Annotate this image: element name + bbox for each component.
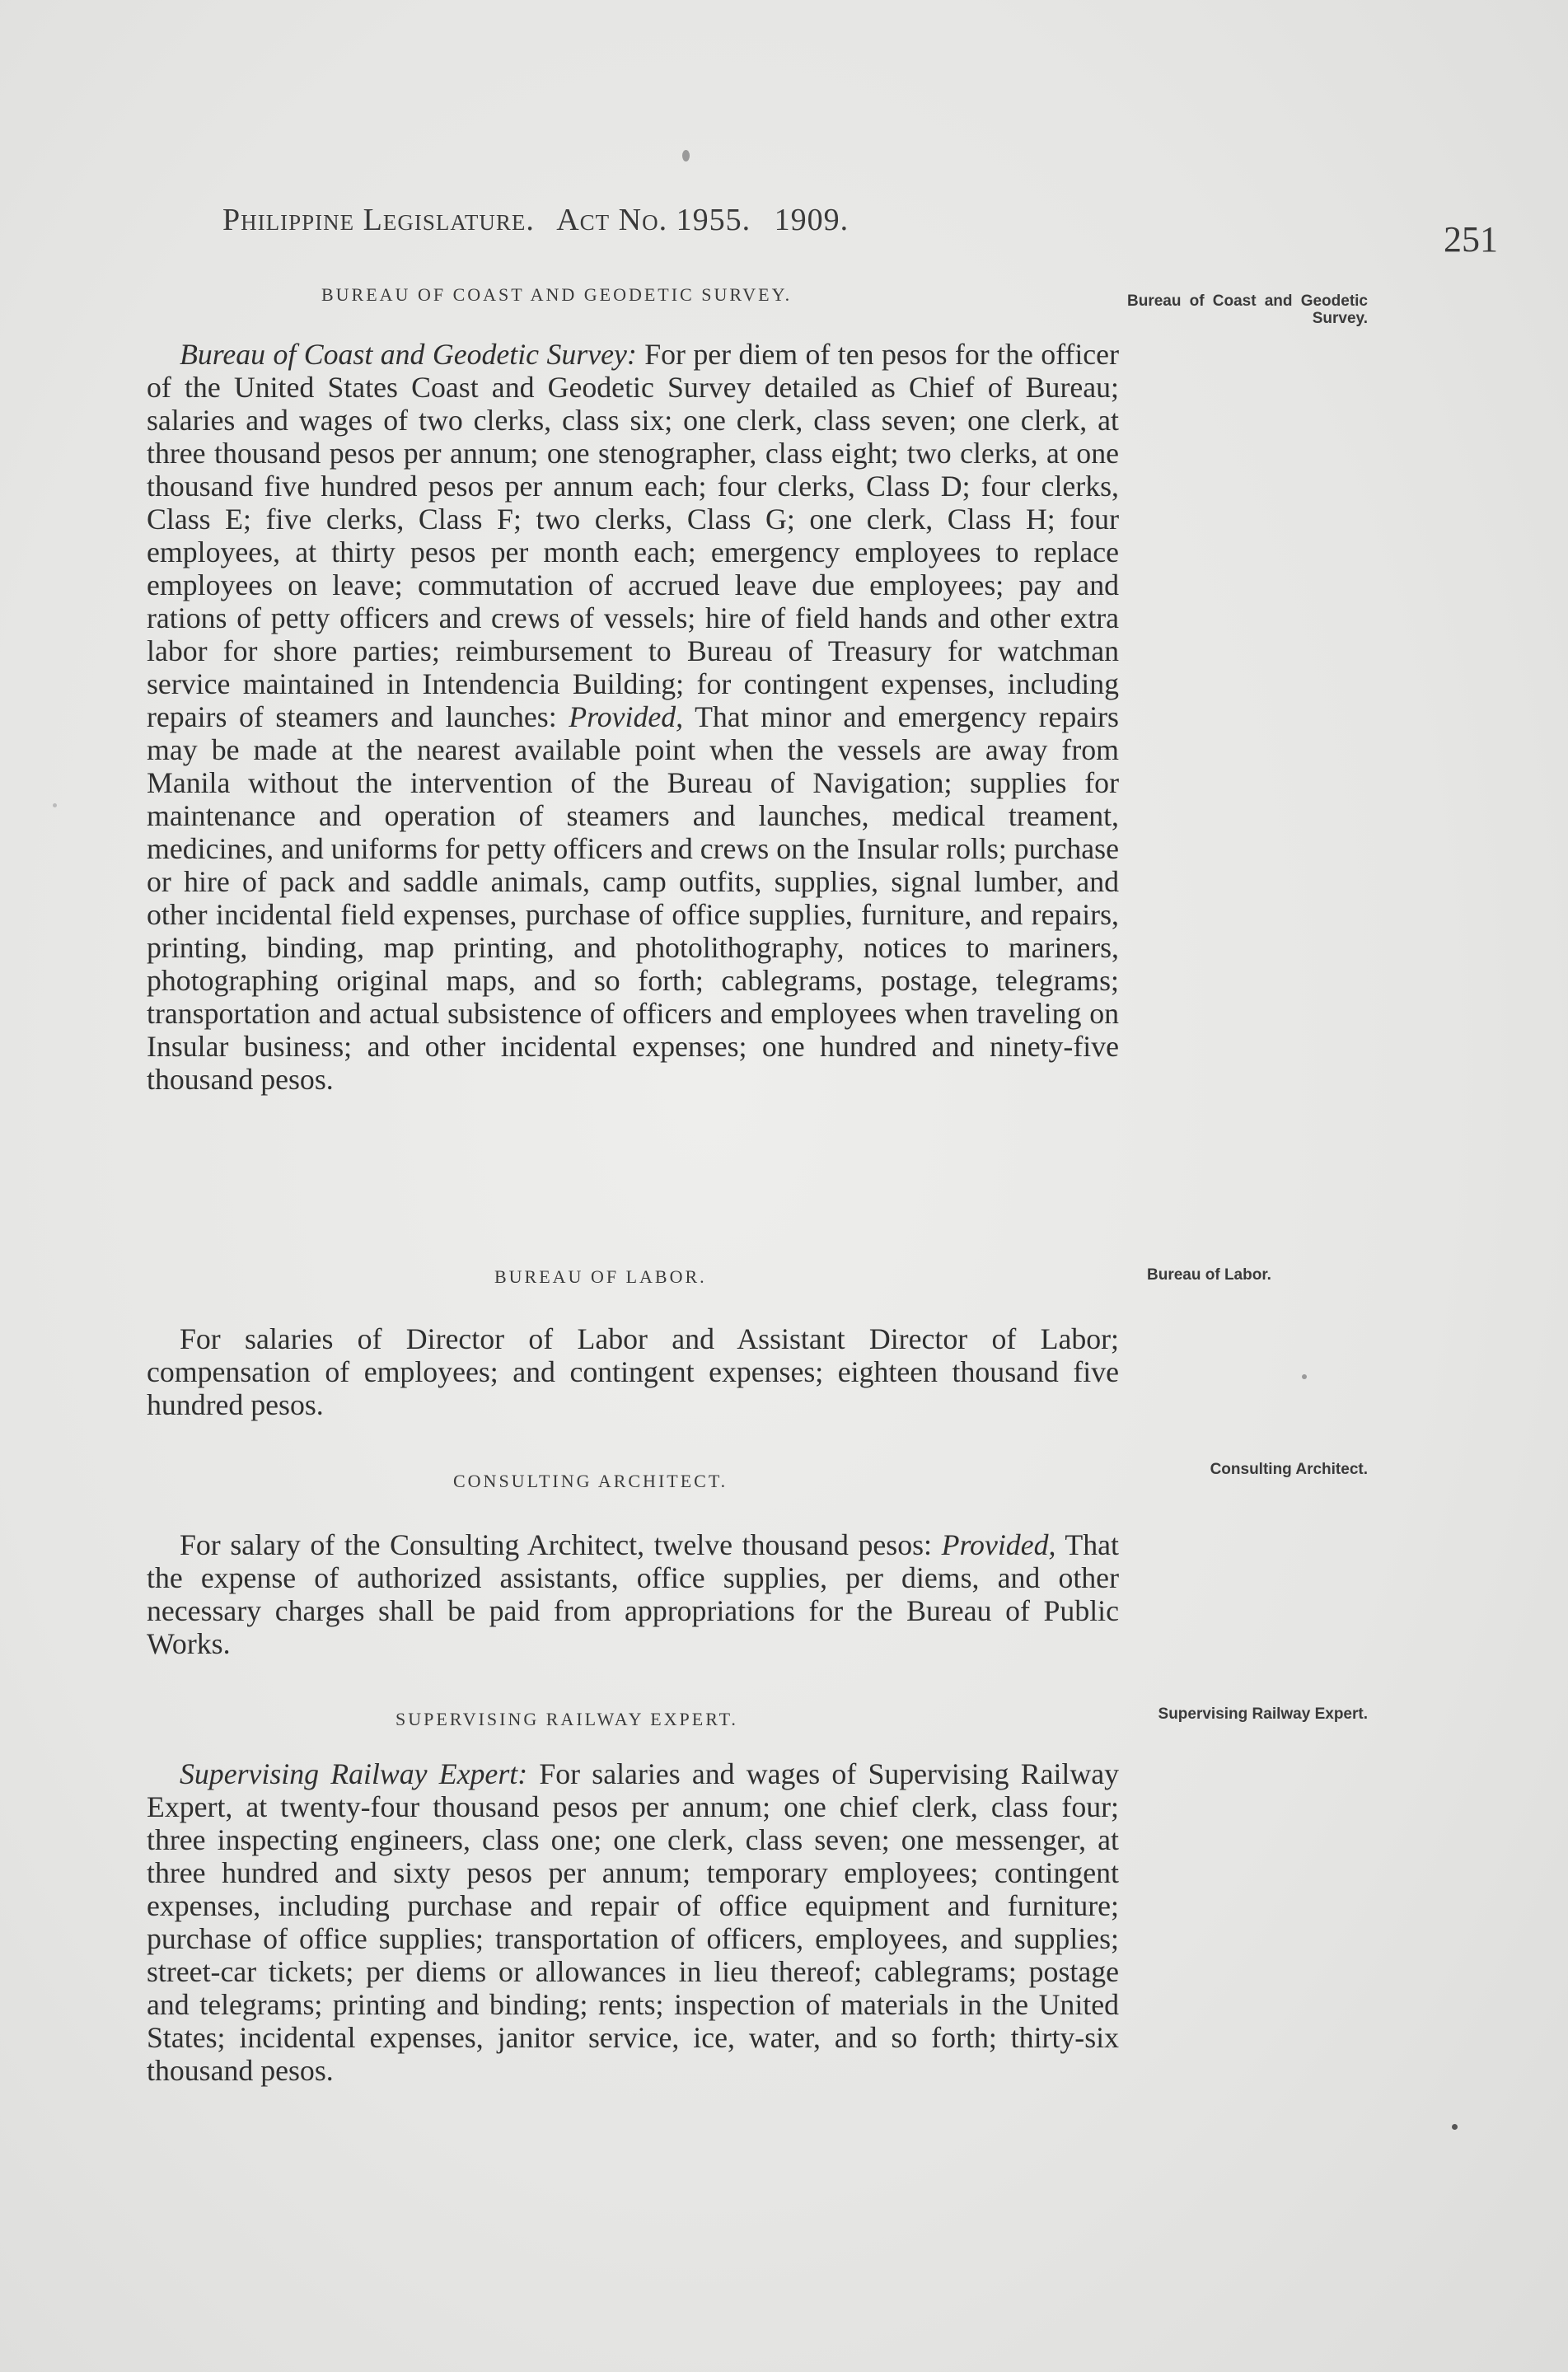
margin-note-architect: Consulting Architect. bbox=[1210, 1461, 1368, 1478]
paragraph-railway bbox=[147, 1757, 1119, 2087]
body-text: For salaries of Director of Labor and Assistant Director of Labor; compensation of employees; and contingent expenses; eighteen thousand five hundred pesos. bbox=[147, 1322, 1119, 1421]
paragraph-coast-geodetic bbox=[147, 338, 1119, 1096]
paragraph-labor bbox=[147, 1322, 1119, 1421]
section-heading-railway: SUPERVISING RAILWAY EXPERT. bbox=[396, 1709, 738, 1729]
margin-note-coast-geodetic: Bureau of Coast and Geodetic Survey. bbox=[1127, 292, 1368, 327]
section-heading-architect: CONSULTING ARCHITECT. bbox=[453, 1471, 728, 1491]
section-heading-labor: BUREAU OF LABOR. bbox=[494, 1266, 707, 1287]
provided-italic: Provided, bbox=[569, 700, 684, 733]
body-text: That the expense of authorized assistants, office supplies, per diems, and other necessary charges shall be paid from appropriations for the Bureau of Public Works. bbox=[147, 1528, 1119, 1660]
margin-note-labor: Bureau of Labor. bbox=[1147, 1266, 1271, 1284]
section-heading-coast-geodetic: BUREAU OF COAST AND GEODETIC SURVEY. bbox=[321, 284, 793, 305]
margin-note-railway: Supervising Railway Expert. bbox=[1158, 1705, 1368, 1723]
scan-speck bbox=[1302, 1374, 1307, 1379]
scan-speck bbox=[1452, 2124, 1458, 2130]
page-number: 251 bbox=[1444, 219, 1498, 260]
act-year: 1909. bbox=[774, 203, 850, 237]
act-number: Act No. 1955. bbox=[556, 203, 751, 237]
paragraph-architect bbox=[147, 1528, 1119, 1660]
body-text: For salaries and wages of Supervising Railway Expert, at twenty-four thousand pesos per annum; one chief clerk, class four; three inspecting engineers, class one; one clerk, class seven; one messenger, at three hundred and sixty pesos per annum; temporary employees; contingent expenses, including purchase and repair of office equipment and furniture; purchase of office supplies; transportation of officers, employees, and supplies; street-car tickets; per diems or allowances in lieu thereof; cablegrams; postage and telegrams; printing and binding; rents; inspection of materials in the United States; incidental expenses, janitor service, ice, water, and so forth; thirty-six thousand pesos. bbox=[147, 1757, 1120, 2087]
lead-italic: Supervising Railway Expert: bbox=[180, 1757, 528, 1790]
running-title: Philippine Legislature. bbox=[222, 203, 535, 237]
provided-italic: Provided, bbox=[941, 1528, 1056, 1561]
scan-speck bbox=[53, 803, 57, 807]
running-head bbox=[222, 202, 864, 238]
body-text: That minor and emergency repairs may be made at the nearest available point when the vessels are away from Manila without the intervention of the Bureau of Navigation; supplies for maintenance and operation of steamers and launches, medical treament, medicines, and uniforms for petty officers and crews on the Insular rolls; purchase or hire of pack and saddle animals, camp outfits, supplies, signal lumber, and other incidental field expenses, purchase of office supplies, furniture, and repairs, printing, binding, map printing, and photolithography, notices to mariners, photographing original maps, and so forth; cablegrams, postage, telegrams; transportation and actual subsistence of officers and employees when traveling on Insular business; and other incidental expenses; one hundred and ninety-five thousand pesos. bbox=[147, 700, 1119, 1096]
lead-italic: Bureau of Coast and Geodetic Survey: bbox=[180, 338, 637, 371]
body-text: For salary of the Consulting Architect, twelve thousand pesos: bbox=[180, 1528, 942, 1561]
body-text: For per diem of ten pesos for the officer of the United States Coast and Geodetic Survey detailed as Chief of Bureau; salaries and wages of two clerks, class six; one clerk, class seven; one clerk, at three thousand pesos per annum; one stenographer, class eight; two clerks, at one thousand five hundred pesos per annum each; four clerks, Class D; four clerks, Class E; five clerks, Class F; two clerks, Class G; one clerk, Class H; four employees, at thirty pesos per month each; emergency employees to replace employees on leave; commutation of accrued leave due employees; pay and rations of petty officers and crews of vessels; hire of field hands and other extra labor for shore parties; reimbursement to Bureau of Treasury for watchman service maintained in Intendencia Building; for contingent expenses, including repairs of steamers and launches: bbox=[147, 338, 1119, 733]
scan-speck bbox=[682, 150, 690, 161]
